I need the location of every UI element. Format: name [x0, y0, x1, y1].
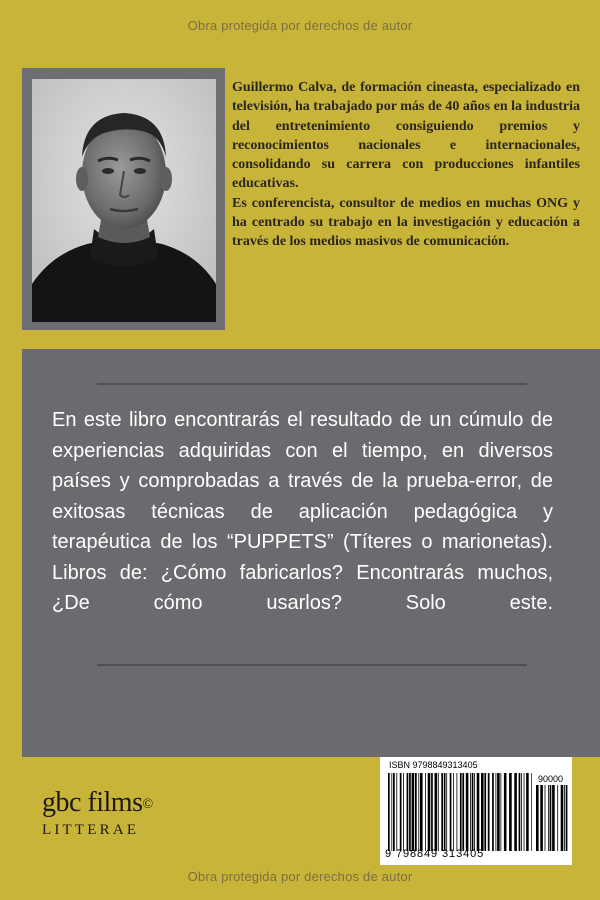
bio-paragraph: Guillermo Calva, de formación cineasta, especializado en televisión, ha trabajado por más de 40 años en la industria del entretenimiento consiguiendo premios y reconocimientos nacionales e internacionales, consolidando su carrera con producciones infantiles educativas.	[232, 80, 580, 192]
barcode-bar	[540, 785, 543, 851]
barcode-bar	[481, 773, 484, 851]
barcode-bar	[450, 773, 452, 851]
panel-shadow	[576, 349, 600, 700]
barcode-bar	[431, 773, 433, 851]
barcode-bar	[441, 773, 443, 851]
barcode-digits: 9 798849 313405	[385, 848, 485, 860]
barcode-bar	[391, 773, 392, 851]
barcode-bar	[545, 785, 546, 851]
publisher-logo	[42, 788, 153, 839]
barcode-bar	[435, 773, 438, 851]
barcode-bar	[400, 773, 402, 851]
divider-top	[97, 383, 527, 385]
publisher-imprint: LITTERAE	[42, 822, 140, 838]
barcode-bar	[393, 773, 395, 851]
barcode-bar	[403, 773, 404, 851]
author-bio	[232, 78, 580, 252]
barcode-bar	[509, 773, 512, 851]
barcode-bar	[566, 785, 568, 851]
barcode-bar	[497, 773, 500, 851]
copyright-watermark-bottom: Obra protegida por derechos de autor	[187, 869, 413, 884]
barcode-bar	[418, 773, 419, 851]
barcode-bar	[536, 785, 539, 851]
barcode-bar	[474, 773, 475, 851]
barcode-bar	[550, 785, 552, 851]
barcode-bar	[460, 773, 462, 851]
price-barcode-bars	[536, 785, 568, 851]
barcode-bar	[504, 773, 507, 851]
barcode-bars	[388, 773, 532, 851]
barcode-bar	[446, 773, 447, 851]
publisher-name: gbc films©	[42, 787, 153, 818]
barcode-bar	[548, 785, 549, 851]
portrait-icon	[32, 79, 216, 322]
barcode-bar	[561, 785, 564, 851]
barcode-bar	[428, 773, 431, 851]
barcode-bar	[444, 773, 446, 851]
barcode-bar	[466, 773, 469, 851]
barcode-bar	[415, 773, 417, 851]
barcode-bar	[438, 773, 439, 851]
barcode-bar	[457, 773, 458, 851]
divider-bottom	[97, 664, 527, 666]
barcode-bar	[396, 773, 397, 851]
copyright-watermark-top: Obra protegida por derechos de autor	[187, 18, 413, 33]
barcode-bar	[484, 773, 486, 851]
panel-step	[22, 700, 600, 757]
barcode-bar	[501, 773, 502, 851]
barcode-bar	[564, 785, 565, 851]
barcode-bar	[488, 773, 490, 851]
author-photo	[32, 79, 216, 322]
copyright-mark: ©	[142, 797, 153, 812]
barcode-bar	[407, 773, 409, 851]
barcode-bar	[496, 773, 497, 851]
barcode-bar	[412, 773, 415, 851]
barcode-bar	[425, 773, 426, 851]
barcode-bar	[477, 773, 480, 851]
barcode-bar	[519, 773, 521, 851]
price-code: 90000	[538, 774, 564, 784]
bio-paragraph: Es conferencista, consultor de medios en muchas ONG y ha centrado su trabajo en la investigación y educación a través de los medios masivos de comunicación.	[232, 195, 580, 250]
barcode-bar	[462, 773, 464, 851]
isbn-label: ISBN 9798849313405	[389, 760, 478, 770]
barcode-bar	[557, 785, 558, 851]
barcode-bar	[420, 773, 423, 851]
barcode-bar	[531, 773, 532, 851]
barcode-bar	[521, 773, 522, 851]
barcode-bar	[453, 773, 454, 851]
barcode-bar	[492, 773, 494, 851]
barcode-bar	[514, 773, 517, 851]
barcode-bar	[409, 773, 411, 851]
barcode-bar	[472, 773, 474, 851]
book-blurb: En este libro encontrarás el resultado de un cúmulo de experiencias adquiridas con el tiempo, en diversos países y comprobadas a través de la prueba-error, de exitosas técnicas de aplicación pedagógica y terapéutica de los “PUPPETS” (Títeres o marionetas). Libros de: ¿Cómo fabricarlos? Encontrarás muchos, ¿De cómo usarlos? Solo este.	[52, 409, 553, 614]
barcode-bar	[524, 773, 525, 851]
barcode-box	[380, 757, 572, 865]
barcode-bar	[552, 785, 555, 851]
barcode-bar	[388, 773, 390, 851]
barcode-bar	[526, 773, 529, 851]
barcode-bar	[470, 773, 471, 851]
